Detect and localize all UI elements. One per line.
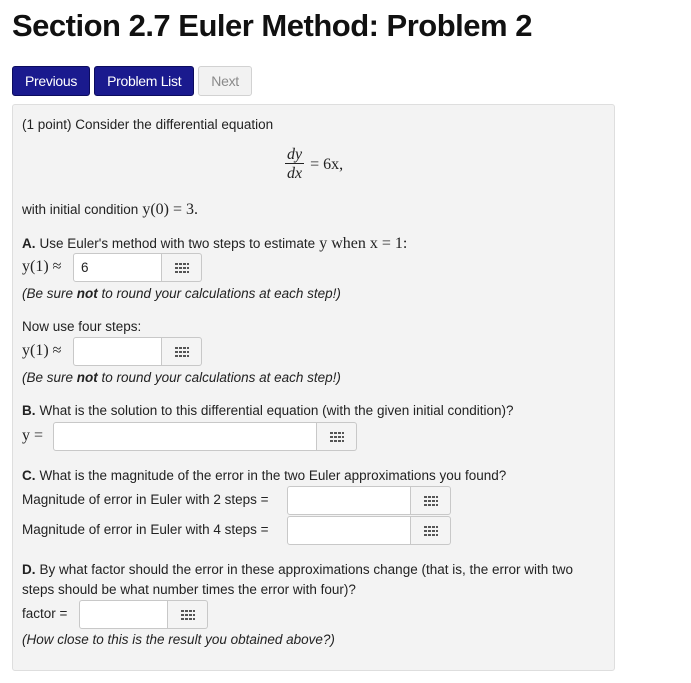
grid-icon — [330, 432, 344, 442]
hint-bold: not — [76, 286, 98, 301]
part-c-2steps-label: Magnitude of error in Euler with 2 steps = — [22, 492, 269, 507]
grid-icon — [175, 263, 189, 273]
part-a-letter: A. — [22, 236, 36, 251]
problem-panel — [12, 104, 615, 671]
part-c-2steps-group — [287, 486, 451, 515]
grid-icon — [424, 496, 438, 506]
part-a-math: y when x = 1: — [319, 235, 408, 252]
part-a-answer-label: y(1) ≈ — [22, 258, 62, 275]
part-c-4steps-input[interactable] — [287, 516, 411, 545]
part-d-factor-input[interactable] — [79, 600, 168, 629]
four-steps-text: Now use four steps: — [22, 319, 142, 334]
grid-icon — [181, 610, 195, 620]
part-d-text-line1: By what factor should the error in these approximations change (that is, the error with two — [39, 562, 574, 577]
part-d-equation-editor-button[interactable] — [168, 600, 208, 629]
part-a2-answer-group — [73, 337, 202, 366]
part-d-letter: D. — [22, 562, 36, 577]
part-d-factor-label: factor = — [22, 606, 68, 621]
hint-pre: (Be sure — [22, 370, 77, 385]
differential-equation — [285, 147, 343, 182]
dy-dx-fraction — [285, 147, 304, 182]
part-a-answer-input[interactable] — [73, 253, 162, 282]
part-b-question — [22, 403, 514, 418]
part-b-answer-label: y = — [22, 427, 44, 444]
part-b-answer-input[interactable] — [53, 422, 317, 451]
part-d-followup: (How close to this is the result you obtained above?) — [22, 632, 335, 647]
part-c-2steps-equation-editor-button[interactable] — [411, 486, 451, 515]
part-b-text: What is the solution to this differential equation (with the given initial condition)? — [39, 403, 514, 418]
grid-icon — [424, 526, 438, 536]
part-c-4steps-label: Magnitude of error in Euler with 4 steps = — [22, 522, 269, 537]
equation-rhs: = 6x, — [310, 155, 344, 173]
fraction-numerator: dy — [287, 146, 303, 163]
part-c-question — [22, 468, 506, 483]
initial-condition — [22, 201, 198, 219]
problem-list-button[interactable]: Problem List — [94, 66, 194, 96]
problem-nav — [12, 66, 252, 96]
part-c-text: What is the magnitude of the error in the two Euler approximations you found? — [39, 468, 507, 483]
part-a-question — [22, 235, 407, 253]
part-c-4steps-equation-editor-button[interactable] — [411, 516, 451, 545]
grid-icon — [175, 347, 189, 357]
initial-condition-text: with initial condition — [22, 202, 139, 217]
part-a2-equation-editor-button[interactable] — [162, 337, 202, 366]
next-button[interactable]: Next — [198, 66, 252, 96]
part-c-4steps-group — [287, 516, 451, 545]
part-b-equation-editor-button[interactable] — [317, 422, 357, 451]
part-b-letter: B. — [22, 403, 36, 418]
part-d-factor-group — [79, 600, 208, 629]
part-d-question-line1 — [22, 562, 573, 577]
part-a-equation-editor-button[interactable] — [162, 253, 202, 282]
part-a2-answer-label: y(1) ≈ — [22, 342, 62, 359]
hint-post: to round your calculations at each step!) — [97, 286, 341, 301]
part-b-answer-group — [53, 422, 357, 451]
hint-bold: not — [76, 370, 98, 385]
part-c-letter: C. — [22, 468, 36, 483]
hint-pre: (Be sure — [22, 286, 77, 301]
previous-button[interactable]: Previous — [12, 66, 90, 96]
part-a2-answer-input[interactable] — [73, 337, 162, 366]
part-a-answer-group — [73, 253, 202, 282]
page-title: Section 2.7 Euler Method: Problem 2 — [12, 8, 532, 43]
part-a-hint — [22, 286, 341, 301]
fraction-denominator: dx — [287, 165, 303, 182]
initial-condition-math: y(0) = 3. — [142, 201, 198, 218]
part-d-text-line2: steps should be what number times the error with four)? — [22, 582, 356, 597]
part-c-2steps-input[interactable] — [287, 486, 411, 515]
part-a2-hint — [22, 370, 341, 385]
part-a-text: Use Euler's method with two steps to estimate — [39, 236, 316, 251]
problem-intro: (1 point) Consider the differential equation — [22, 117, 274, 132]
hint-post: to round your calculations at each step!) — [97, 370, 341, 385]
